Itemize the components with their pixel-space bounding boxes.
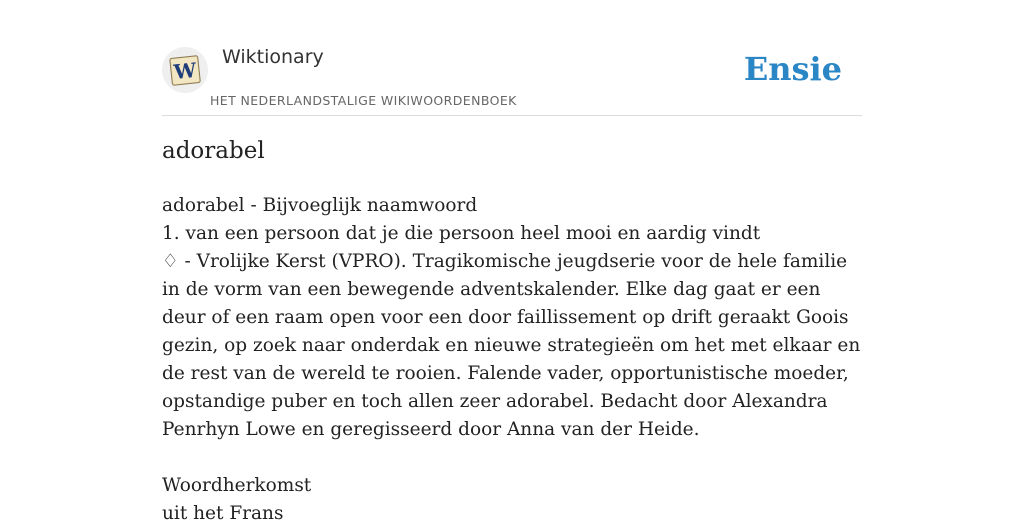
example-text: ♢ - Vrolijke Kerst (VPRO). Tragikomische jeugdserie voor de hele familie in de vorm van een bewegende adventskalender. Elke dag gaat er een deur of een raam open voor een door faillissement op drift geraakt Goois gezin, op zoek naar onderdak en nieuwe strategieën om het met elkaar en de rest van de wereld te rooien. Falende vader, opportunistische moeder, opstandige puber en toch allen zeer adorabel. Bedacht door Alexandra Penrhyn Lowe en geregisseerd door Anna van der Heide. [162, 251, 861, 440]
etymology-text: uit het Frans [162, 503, 284, 524]
part-of-speech-line: adorabel - Bijvoeglijk naamwoord [162, 195, 478, 216]
logo-letter: W [172, 57, 198, 85]
definition-text: 1. van een persoon dat je die persoon heel mooi en aardig vindt [162, 223, 761, 244]
site-name[interactable]: Wiktionary [222, 46, 324, 68]
site-header [162, 40, 862, 116]
entry-content [162, 192, 867, 528]
site-tagline: HET NEDERLANDSTALIGE WIKIWOORDENBOEK [210, 93, 517, 108]
etymology-heading: Woordherkomst [162, 475, 312, 496]
page-title: adorabel [162, 138, 265, 164]
wiktionary-logo-icon[interactable] [162, 47, 208, 93]
ensie-brand-link[interactable]: Ensie [743, 50, 842, 88]
spacer [162, 444, 867, 472]
